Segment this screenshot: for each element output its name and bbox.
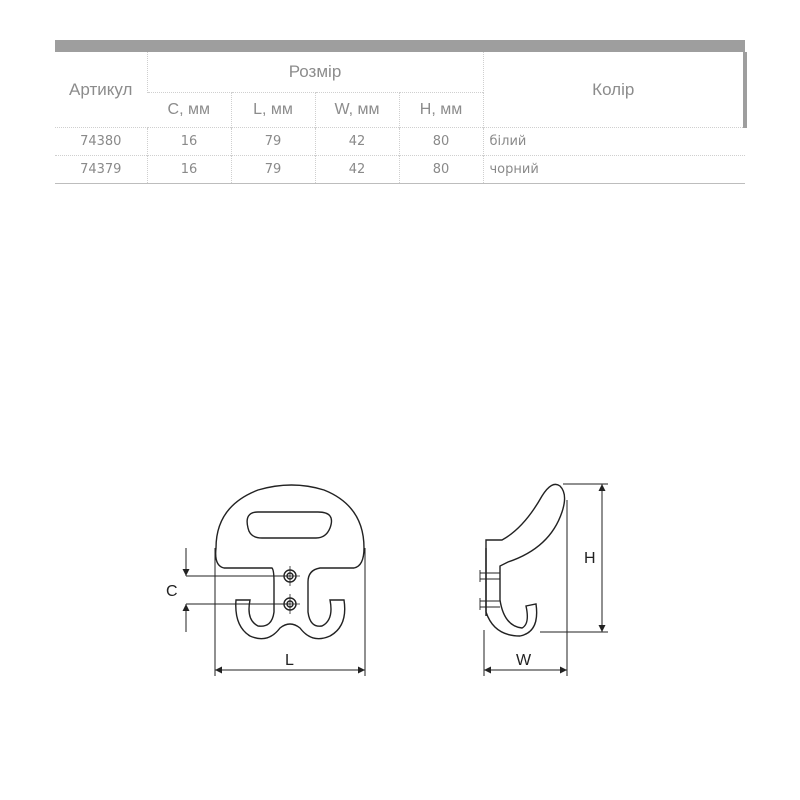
dim-label-w: W [516, 652, 532, 669]
front-view [216, 485, 364, 639]
cell-l: 79 [231, 128, 315, 156]
hook-front-outline [216, 485, 364, 639]
cell-color: білий [483, 128, 745, 156]
screw-holes [280, 566, 300, 614]
cell-article: 74379 [55, 156, 147, 184]
hook-side-outline [486, 484, 565, 636]
cell-color: чорний [483, 156, 745, 184]
header-size-group: Розмір [147, 52, 483, 93]
dim-label-c: C [166, 583, 178, 600]
front-dimensions [186, 548, 365, 676]
header-article: Артикул [69, 79, 133, 99]
header-color: Колір [483, 52, 745, 128]
dim-label-h: H [584, 550, 596, 567]
side-view [480, 484, 565, 636]
cell-article: 74380 [55, 128, 147, 156]
cell-h: 80 [399, 156, 483, 184]
side-screws [480, 570, 500, 610]
header-c: C, мм [147, 93, 231, 128]
cell-c: 16 [147, 128, 231, 156]
cell-w: 42 [315, 128, 399, 156]
cell-l: 79 [231, 156, 315, 184]
cell-h: 80 [399, 128, 483, 156]
cell-c: 16 [147, 156, 231, 184]
header-h: H, мм [399, 93, 483, 128]
cell-w: 42 [315, 156, 399, 184]
header-l: L, мм [231, 93, 315, 128]
hook-front-slot [247, 512, 331, 538]
header-w: W, мм [315, 93, 399, 128]
side-dimensions [484, 484, 608, 676]
dim-label-l: L [285, 652, 294, 669]
